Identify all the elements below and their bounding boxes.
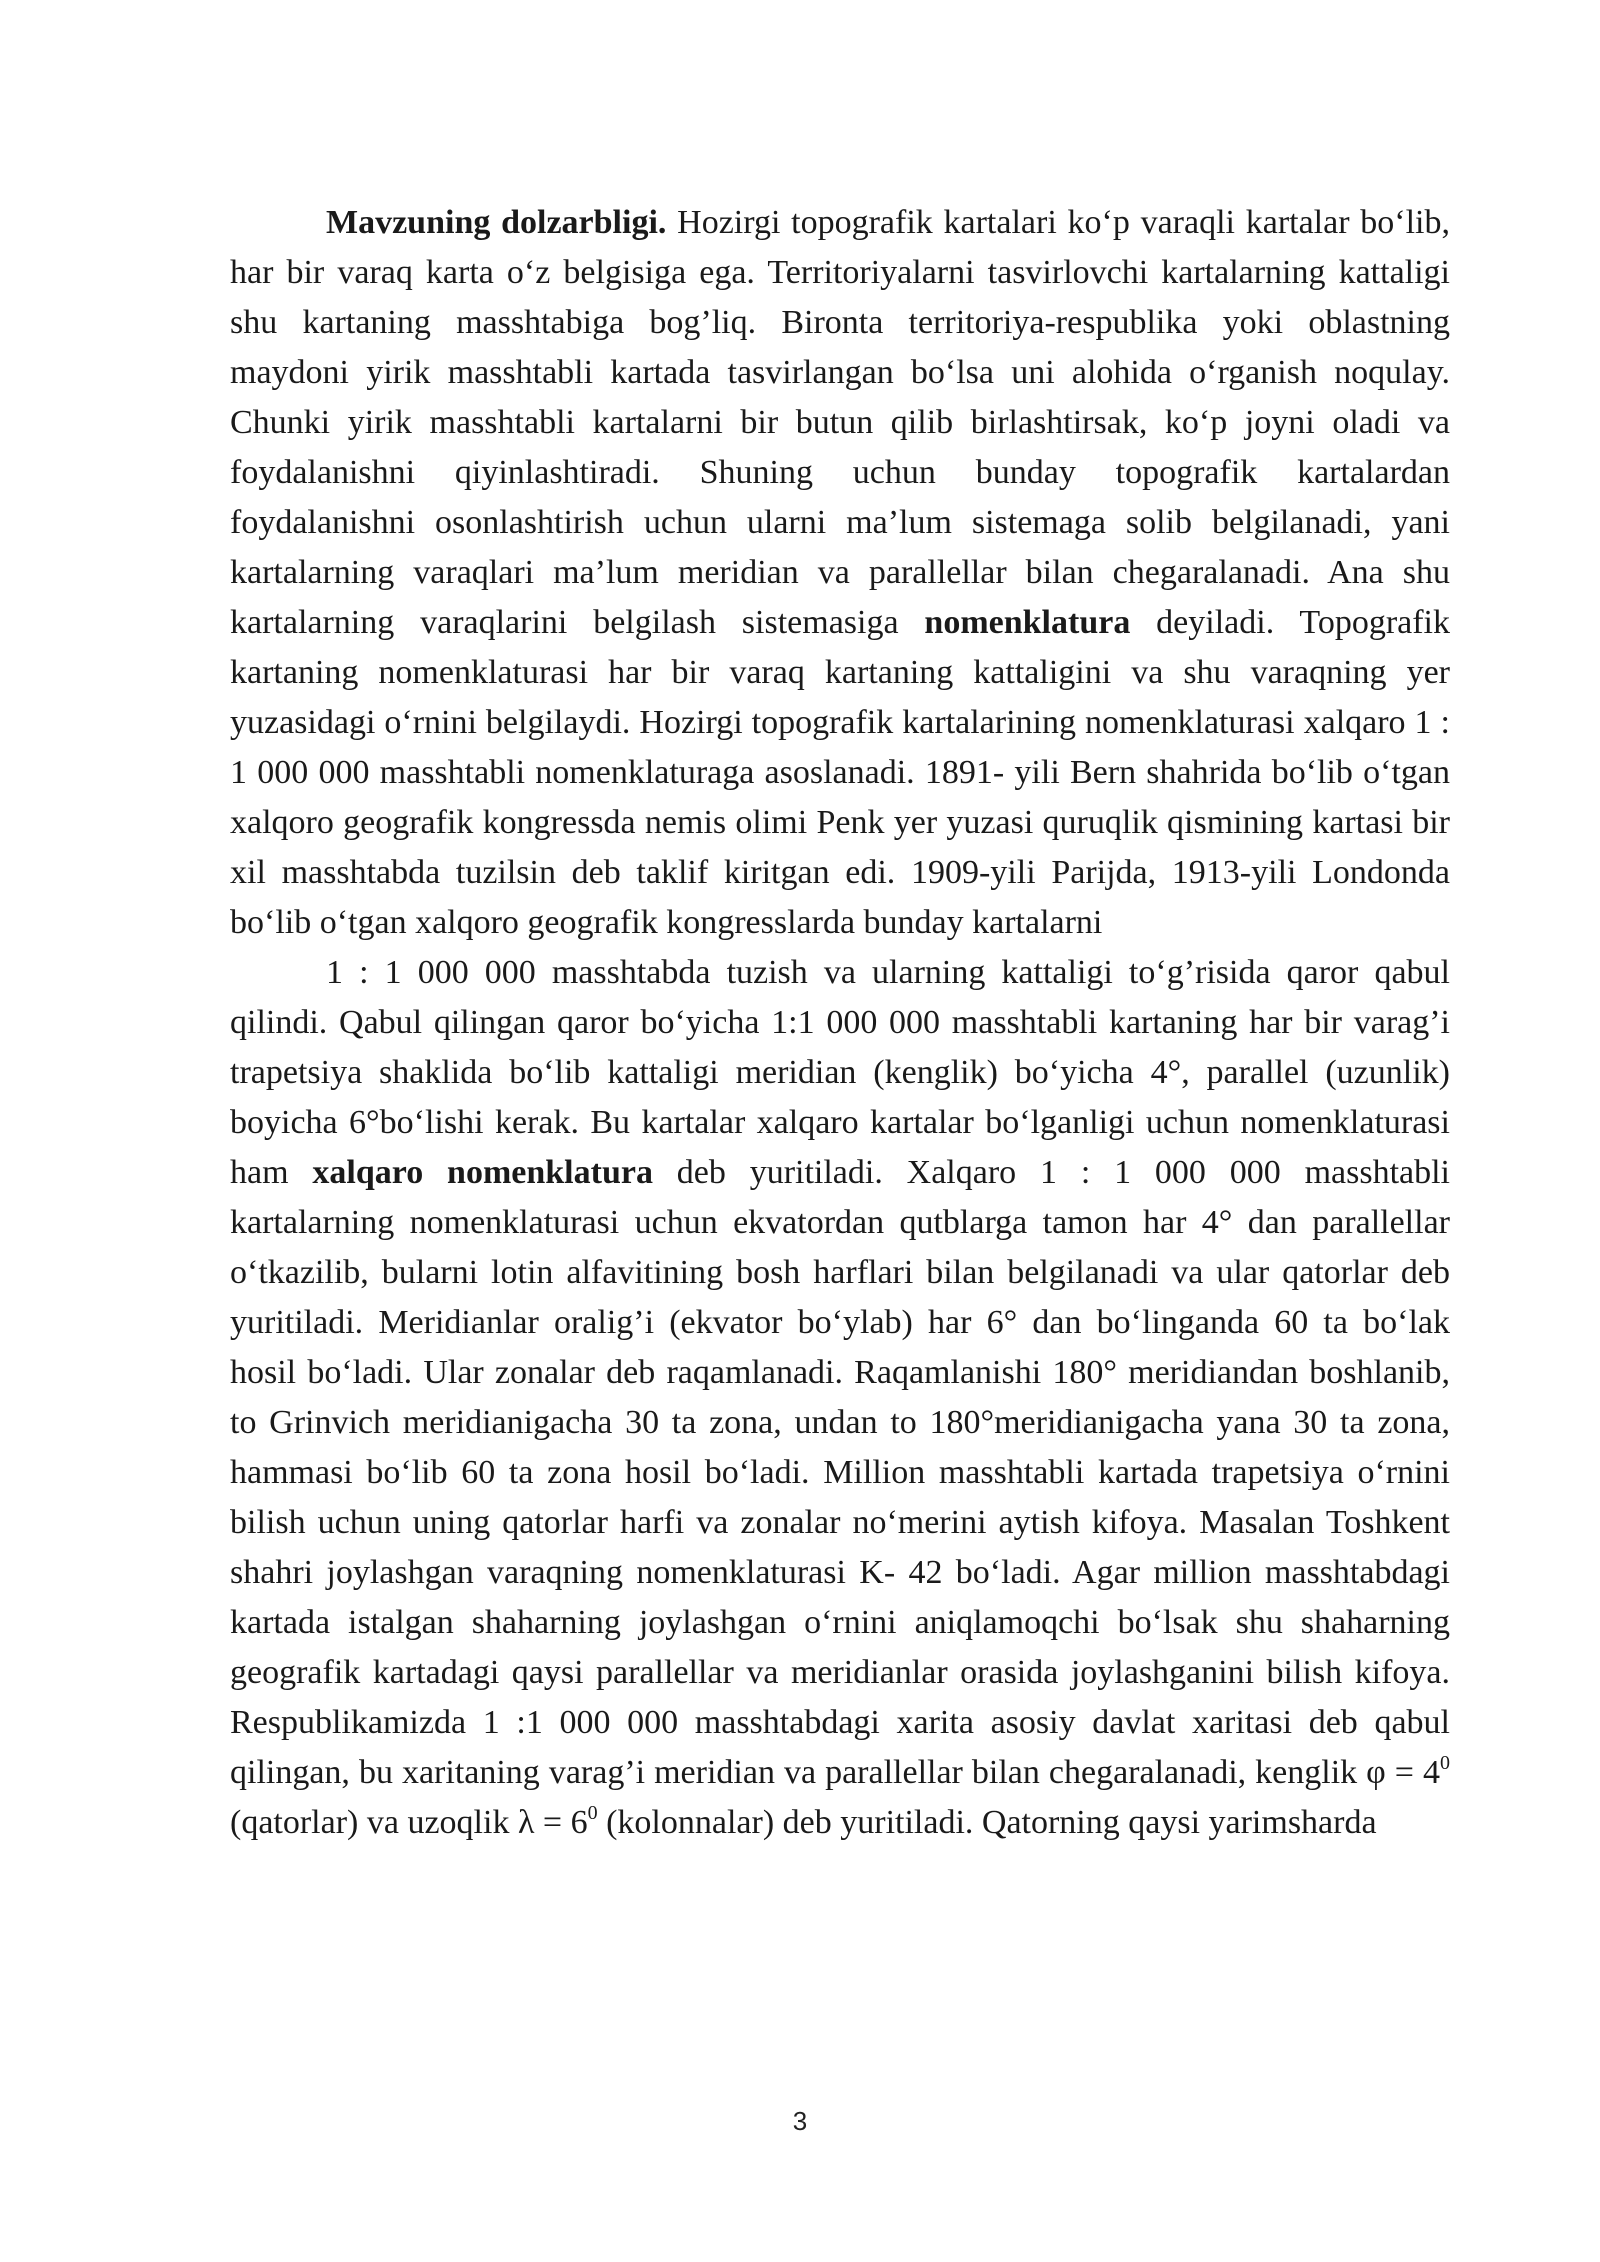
paragraph-text: Hozirgi topografik kartalari ko‘p varaqli kartalar bo‘lib, har bir varaq karta o‘z belgisiga ega. Territoriyalarni tasvirlovchi kartalarning kattaligi shu kartaning masshtabiga bog’liq. Bironta territoriya-respublika yoki oblastning maydoni yirik masshtabli kartada tasvirlangan bo‘lsa uni alohida o‘rganish noqulay. Chunki yirik masshtabli kartalarni bir butun qilib birlashtirsak, ko‘p joyni oladi va foydalanishni qiyinlashtiradi. Shuning uchun bunday topografik kartalardan foydalanishni osonlashtirish uchun ularni ma’lum sistemaga solib belgilanadi, yani kartalarning varaqlari ma’lum meridian va parallellar bilan chegaralanadi. Ana shu kartalarning varaqlarini belgilash sistemasiga [230,204,1450,641]
degree-superscript: 0 [587,1802,598,1824]
term-nomenklatura: nomenklatura [924,604,1131,641]
paragraph-text: 1 : 1 000 000 masshtabda tuzish va ularning kattaligi to‘g’risida qaror qabul qilindi. Qabul qilingan qaror bo‘yicha 1:1 000 000 masshtabli kartaning har bir varag’i trapetsiya shaklida bo‘lib kattaligi meridian (kenglik) bo‘yicha 4°, parallel (uzunlik) boyicha 6°bo‘lishi kerak. Bu kartalar xalqaro kartalar bo‘lganligi uchun nomenklaturasi ham [230,954,1450,1191]
term-international-nomenclature: xalqaro nomenklatura [312,1154,653,1191]
paragraph-text: (kolonnalar) deb yuritiladi. Qatorning qaysi yarimsharda [597,1804,1377,1841]
paragraph-international-scale [230,948,1450,1848]
page-number: 3 [792,2106,808,2136]
paragraph-text: deb yuritiladi. Xalqaro 1 : 1 000 000 masshtabli kartalarning nomenklaturasi uchun ekvatordan qutblarga tamon har 4° dan parallellar o‘tkazilib, bularni lotin alfavitining bosh harflari bilan belgilanadi va ular qatorlar deb yuritiladi. Meridianlar oralig’i (ekvator bo‘ylab) har 6° dan bo‘linganda 60 ta bo‘lak hosil bo‘ladi. Ular zonalar deb raqamlanadi. Raqamlanishi 180° meridiandan boshlanib, to Grinvich meridianigacha 30 ta zona, undan to 180°meridianigacha yana 30 ta zona, hammasi bo‘lib 60 ta zona hosil bo‘ladi. Million masshtabli kartada trapetsiya o‘rnini bilish uchun uning qatorlar harfi va zonalar no‘merini aytish kifoya. Masalan Toshkent shahri joylashgan varaqning nomenklaturasi K- 42 bo‘ladi. Agar million masshtabdagi kartada istalgan shaharning joylashgan o‘rnini aniqlamoqchi bo‘lsak shu shaharning geografik kartadagi qaysi parallellar va meridianlar orasida joylashganini bilish kifoya. Respublikamizda 1 :1 000 000 masshtabdagi xarita asosiy davlat xaritasi deb qabul qilingan, bu xaritaning varag’i meridian va parallellar bilan chegaralanadi, kenglik φ = 4 [230,1154,1450,1791]
body-text [230,198,1450,1848]
section-heading: Mavzuning dolzarbligi. [326,204,667,241]
paragraph-relevance [230,198,1450,948]
paragraph-text: deyiladi. Topografik kartaning nomenklaturasi har bir varaq kartaning kattaligini va shu varaqning yer yuzasidagi o‘rnini belgilaydi. Hozirgi topografik kartalarining nomenklaturasi xalqaro 1 : 1 000 000 masshtabli nomenklaturaga asoslanadi. 1891- yili Bern shahrida bo‘lib o‘tgan xalqoro geografik kongressda nemis olimi Penk yer yuzasi quruqlik qismining kartasi bir xil masshtabda tuzilsin deb taklif kiritgan edi. 1909-yili Parijda, 1913-yili Londonda bo‘lib o‘tgan xalqoro geografik kongresslarda bunday kartalarni [230,604,1451,941]
degree-superscript: 0 [1440,1752,1450,1774]
paragraph-text: (qatorlar) va uzoqlik λ = 6 [230,1804,588,1841]
